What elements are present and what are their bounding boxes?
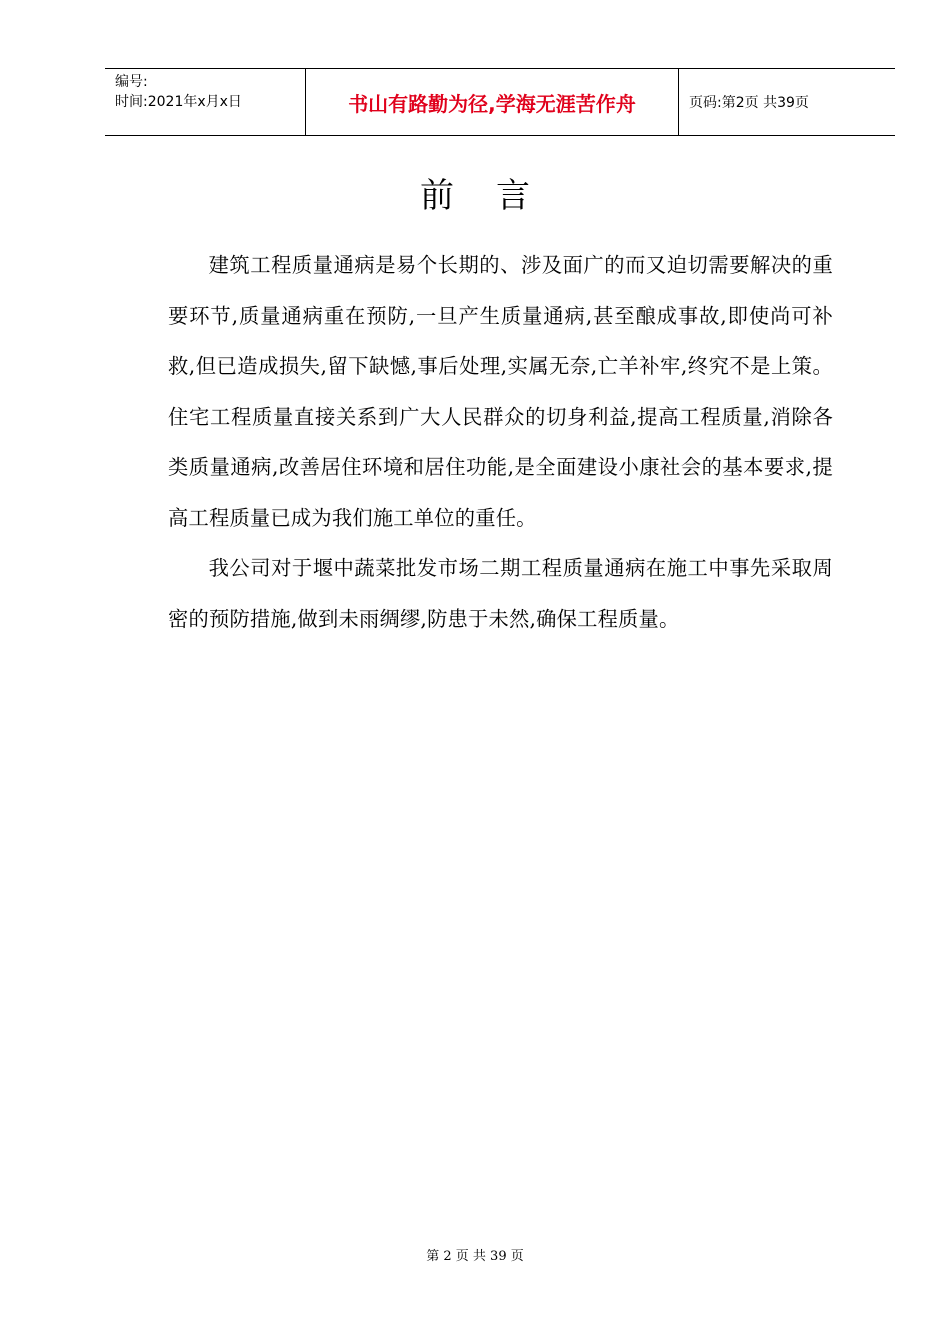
page-footer: 第 2 页 共 39 页 (426, 1249, 524, 1264)
body-content (168, 240, 833, 644)
header-page-info: 页码:第2页 共39页 (689, 95, 809, 111)
header-motto: 书山有路勤为径,学海无涯苦作舟 (306, 69, 679, 135)
paragraph-1: 建筑工程质量通病是易个长期的、涉及面广的而又迫切需要解决的重要环节,质量通病重在预防,一旦产生质量通病,甚至酿成事故,即使尚可补救,但已造成损失,留下缺憾,事后处理,实属无奈,亡羊补牢,终究不是上策。住宅工程质量直接关系到广大人民群众的切身利益,提高工程质量,消除各类质量通病,改善居住环境和居住功能,是全面建设小康社会的基本要求,提高工程质量已成为我们施工单位的重任。 (168, 253, 833, 530)
document-time-label: 时间:2021年x月x日 (115, 94, 242, 110)
page-title: 前言 (420, 176, 572, 216)
page-header (105, 68, 895, 136)
paragraph-2: 我公司对于堰中蔬菜批发市场二期工程质量通病在施工中事先采取周密的预防措施,做到未雨绸缪,防患于未然,确保工程质量。 (168, 556, 833, 631)
document-number-label: 编号: (115, 74, 148, 90)
header-meta (105, 69, 306, 135)
